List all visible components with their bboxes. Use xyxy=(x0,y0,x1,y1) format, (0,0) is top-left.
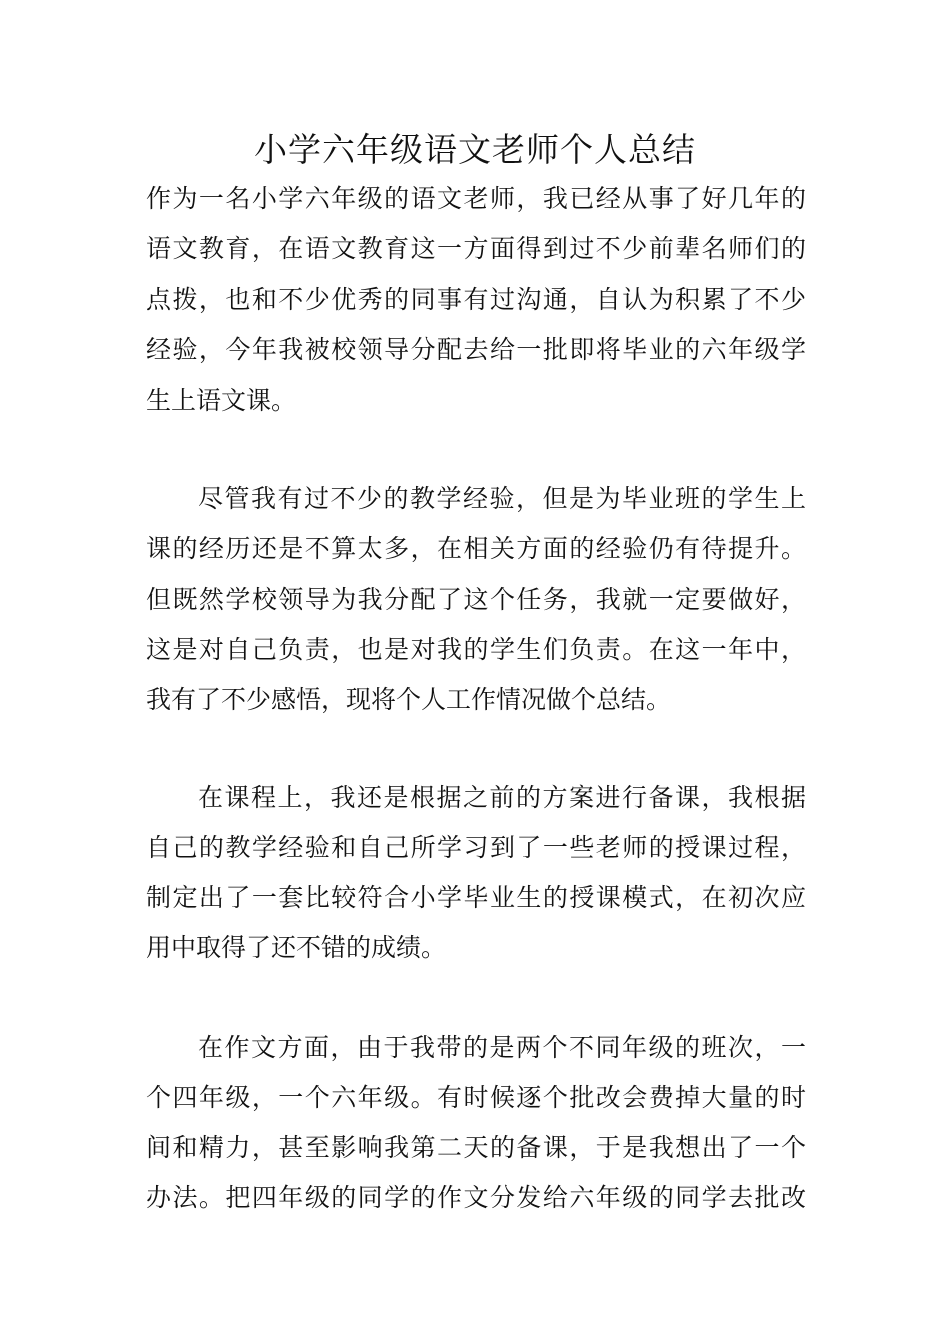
page-title: 小学六年级语文老师个人总结 xyxy=(254,130,696,169)
paragraph-4-line-1: 在作文方面，由于我带的是两个不同年级的班次，一 xyxy=(198,1033,806,1062)
paragraph-2-line-2: 课的经历还是不算太多，在相关方面的经验仍有待提升。 xyxy=(146,534,806,563)
paragraph-2-line-3: 但既然学校领导为我分配了这个任务，我就一定要做好， xyxy=(146,585,806,614)
paragraph-2-line-1: 尽管我有过不少的教学经验，但是为毕业班的学生上 xyxy=(198,484,806,513)
paragraph-3-line-4: 用中取得了还不错的成绩。 xyxy=(146,933,447,962)
paragraph-1-line-3: 点拨，也和不少优秀的同事有过沟通，自认为积累了不少 xyxy=(146,285,806,314)
paragraph-3-line-3: 制定出了一套比较符合小学毕业生的授课模式，在初次应 xyxy=(146,883,806,912)
paragraph-1-line-1: 作为一名小学六年级的语文老师，我已经从事了好几年的 xyxy=(146,184,806,213)
paragraph-4-line-4: 办法。把四年级的同学的作文分发给六年级的同学去批改 xyxy=(146,1183,806,1212)
paragraph-1-line-5: 生上语文课。 xyxy=(146,386,297,415)
paragraph-3-line-2: 自己的教学经验和自己所学习到了一些老师的授课过程， xyxy=(146,833,806,862)
paragraph-4-line-3: 间和精力，甚至影响我第二天的备课，于是我想出了一个 xyxy=(146,1133,806,1162)
paragraph-2-line-4: 这是对自己负责，也是对我的学生们负责。在这一年中， xyxy=(146,635,806,664)
paragraph-1-line-2: 语文教育，在语文教育这一方面得到过不少前辈名师们的 xyxy=(146,234,806,263)
paragraph-2-line-5: 我有了不少感悟，现将个人工作情况做个总结。 xyxy=(146,685,672,714)
paragraph-1-line-4: 经验，今年我被校领导分配去给一批即将毕业的六年级学 xyxy=(146,335,806,364)
paragraph-3-line-1: 在课程上，我还是根据之前的方案进行备课，我根据 xyxy=(198,783,806,812)
paragraph-4-line-2: 个四年级，一个六年级。有时候逐个批改会费掉大量的时 xyxy=(146,1083,806,1112)
